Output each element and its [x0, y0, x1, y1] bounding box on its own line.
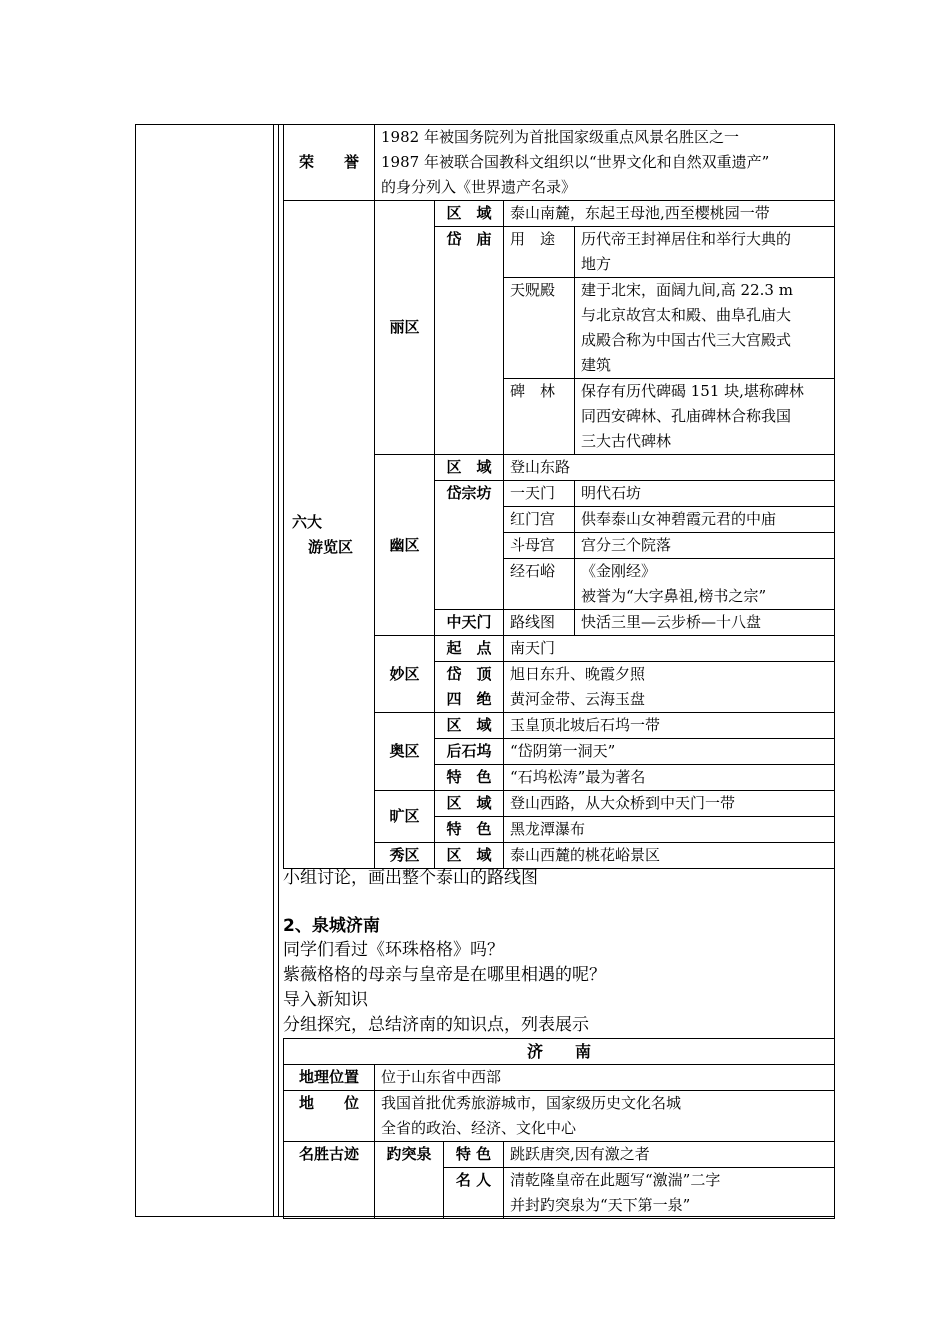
- question-1: 同学们看过《环珠格格》吗？: [283, 940, 504, 960]
- section-heading: 2、泉城济南: [283, 916, 380, 936]
- tiankuang-label: 天贶殿: [504, 278, 575, 379]
- stele-label: 碑 林: [504, 379, 575, 455]
- feature-value: 跳跃唐突,因有激之者: [504, 1142, 835, 1168]
- miao-start-label: 起 点: [435, 636, 504, 662]
- famous-value: [504, 1168, 835, 1219]
- jingshiyu-line: 《金刚经》: [581, 562, 657, 580]
- you-item-label: 一天门: [504, 481, 575, 507]
- six-zones-line: 游览区: [308, 537, 354, 556]
- you-item-label: 红门宫: [504, 507, 575, 533]
- six-zones-label: [284, 201, 375, 869]
- stele-line: 保存有历代碑碣 151 块,堪称碑林: [581, 382, 804, 400]
- dai-temple-label: 岱 庙: [435, 227, 504, 455]
- stele-line: 三大古代碑林: [581, 432, 672, 450]
- zone-li: 丽区: [375, 201, 435, 455]
- you-item-label: 经石峪: [504, 559, 575, 610]
- honor-content: [375, 125, 835, 201]
- miao-top-line: 岱 顶: [446, 665, 492, 683]
- zone-kuang: 旷区: [375, 791, 435, 843]
- jingshiyu-line: 被誉为“大字鼻祖,榜书之宗”: [581, 587, 767, 605]
- you-item-value: 供奉泰山女神碧霞元君的中庙: [575, 507, 835, 533]
- jinan-table: [283, 1038, 835, 1219]
- frame-divider: [278, 124, 279, 1217]
- ao-feature-value: “石坞松涛”最为著名: [504, 765, 835, 791]
- question-2: 紫薇格格的母亲与皇帝是在哪里相遇的呢？: [283, 965, 606, 985]
- li-region-value: 泰山南麓，东起王母池,西至樱桃园一带: [504, 201, 835, 227]
- tiankuang-line: 建筑: [581, 356, 612, 374]
- honor-line: 的身分列入《世界遗产名录》: [381, 178, 577, 196]
- famous-line: 并封趵突泉为“天下第一泉”: [510, 1196, 691, 1214]
- baotu-label: 趵突泉: [375, 1142, 444, 1219]
- honor-label: 荣 誉: [284, 125, 375, 201]
- zhongtianmen-label: 中天门: [435, 610, 504, 636]
- ao-region-label: 区 域: [435, 713, 504, 739]
- famous-label: 名 人: [444, 1168, 504, 1219]
- taishan-table: [283, 124, 835, 869]
- tiankuang-line: 成殿合称为中国古代三大宫殿式: [581, 331, 792, 349]
- you-item-value: [575, 559, 835, 610]
- you-region-value: 登山东路: [504, 455, 835, 481]
- usage-value: [575, 227, 835, 278]
- you-region-label: 区 域: [435, 455, 504, 481]
- usage-label: 用 途: [504, 227, 575, 278]
- discussion-text: 小组讨论，画出整个泰山的路线图: [283, 868, 538, 888]
- route-label: 路线图: [504, 610, 575, 636]
- xiu-region-value: 泰山西麓的桃花峪景区: [504, 843, 835, 869]
- zone-ao: 奥区: [375, 713, 435, 791]
- kuang-feature-label: 特 色: [435, 817, 504, 843]
- zone-xiu: 秀区: [375, 843, 435, 869]
- six-zones-line: 六大: [292, 512, 323, 531]
- kuang-region-value: 登山西路，从大众桥到中天门一带: [504, 791, 835, 817]
- ao-housw-value: “岱阴第一洞天”: [504, 739, 835, 765]
- usage-line: 地方: [581, 255, 612, 273]
- kuang-region-label: 区 域: [435, 791, 504, 817]
- jinan-title: 济 南: [284, 1039, 835, 1065]
- miao-start-value: 南天门: [504, 636, 835, 662]
- status-line: 我国首批优秀旅游城市，国家级历史文化名城: [381, 1094, 682, 1112]
- miao-top-line: 四 绝: [446, 690, 492, 708]
- sites-label: 名胜古迹: [284, 1142, 375, 1219]
- geo-label: 地理位置: [284, 1065, 375, 1091]
- li-region-label: 区 域: [435, 201, 504, 227]
- intro-text: 导入新知识: [283, 990, 368, 1010]
- zone-miao: 妙区: [375, 636, 435, 713]
- you-item-value: 宫分三个院落: [575, 533, 835, 559]
- famous-line: 清乾隆皇帝在此题写“激湍”二字: [510, 1171, 721, 1189]
- kuang-feature-value: 黑龙潭瀑布: [504, 817, 835, 843]
- status-label: 地 位: [284, 1091, 375, 1142]
- stele-value: [575, 379, 835, 455]
- you-item-label: 斗母宫: [504, 533, 575, 559]
- miao-top-value: [504, 662, 835, 713]
- stele-line: 同西安碑林、孔庙碑林合称我国: [581, 407, 792, 425]
- geo-value: 位于山东省中西部: [375, 1065, 835, 1091]
- miao-top-label: [435, 662, 504, 713]
- daizongfang-label: 岱宗坊: [435, 481, 504, 610]
- xiu-region-label: 区 域: [435, 843, 504, 869]
- task-text: 分组探究，总结济南的知识点，列表展示: [283, 1015, 589, 1035]
- status-line: 全省的政治、经济、文化中心: [381, 1119, 577, 1137]
- you-item-value: 明代石坊: [575, 481, 835, 507]
- ao-housw-label: 后石坞: [435, 739, 504, 765]
- honor-line: 1987 年被联合国教科文组织以“世界文化和自然双重遗产”: [381, 153, 770, 171]
- zone-you: 幽区: [375, 455, 435, 636]
- route-value: 快活三里—云步桥—十八盘: [575, 610, 835, 636]
- tiankuang-line: 与北京故宫太和殿、曲阜孔庙大: [581, 306, 792, 324]
- status-value: [375, 1091, 835, 1142]
- miao-top-value-line: 旭日东升、晚霞夕照: [510, 665, 646, 683]
- usage-line: 历代帝王封禅居住和举行大典的: [581, 230, 792, 248]
- ao-feature-label: 特 色: [435, 765, 504, 791]
- miao-top-value-line: 黄河金带、云海玉盘: [510, 690, 646, 708]
- honor-line: 1982 年被国务院列为首批国家级重点风景名胜区之一: [381, 128, 739, 146]
- tiankuang-line: 建于北宋，面阔九间,高 22.3 m: [581, 281, 793, 299]
- ao-region-value: 玉皇顶北坡后石坞一带: [504, 713, 835, 739]
- feature-label: 特 色: [444, 1142, 504, 1168]
- frame-divider: [273, 124, 274, 1217]
- tiankuang-value: [575, 278, 835, 379]
